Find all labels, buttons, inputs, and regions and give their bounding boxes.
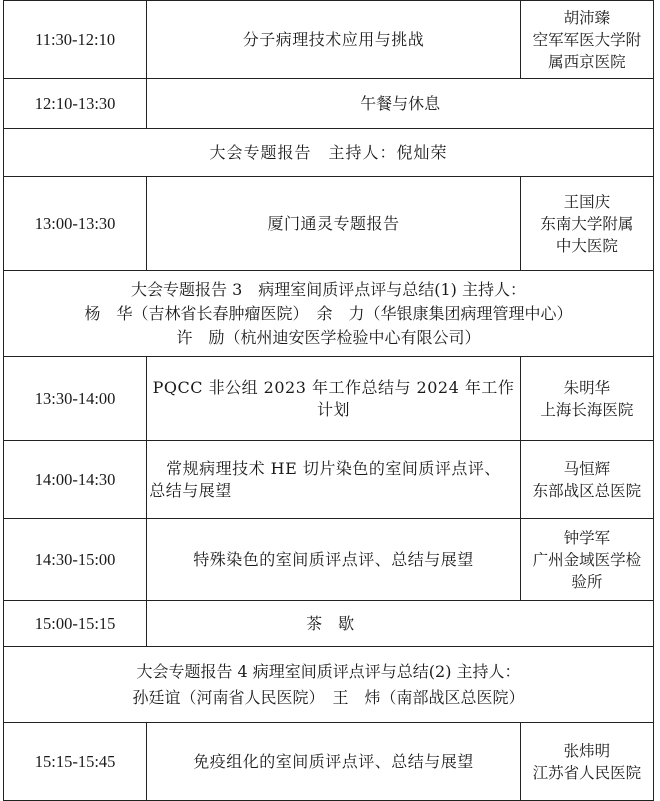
session-hosts: 许 励（杭州迪安医学检验中心有限公司）	[176, 327, 481, 347]
table-row	[4, 177, 654, 271]
speaker-cell	[520, 441, 653, 519]
topic-line: 常规病理技术 HE 切片染色的室间质评点评、	[166, 458, 501, 478]
table-row	[4, 79, 654, 129]
speaker-cell	[520, 177, 653, 271]
time-cell: 14:00-14:30	[4, 441, 147, 519]
time-cell: 15:00-15:15	[4, 601, 147, 647]
topic-cell: 厦门通灵专题报告	[147, 177, 521, 271]
table-row	[4, 647, 654, 723]
speaker-affiliation: 东南大学附属	[540, 214, 634, 233]
session-hosts: 孙廷谊（河南省人民医院） 王 炜（南部战区总医院）	[132, 687, 525, 707]
speaker-name: 张炜明	[563, 741, 611, 760]
speaker-cell	[520, 519, 653, 601]
table-row	[4, 519, 654, 601]
table-row	[4, 441, 654, 519]
speaker-affiliation: 空军军医大学附	[532, 30, 642, 49]
topic-cell: 免疫组化的室间质评点评、总结与展望	[147, 723, 521, 801]
time-cell: 11:30-12:10	[4, 1, 147, 79]
speaker-name: 钟学军	[563, 528, 611, 547]
session-header: 大会专题报告 主持人：倪灿荣	[4, 129, 654, 177]
session-title: 大会专题报告 3 病理室间质评点评与总结(1) 主持人：	[130, 279, 527, 299]
speaker-affiliation: 验所	[571, 572, 603, 591]
speaker-name: 胡沛臻	[563, 8, 611, 27]
table-row	[4, 723, 654, 801]
table-row	[4, 271, 654, 357]
topic-cell: 分子病理技术应用与挑战	[147, 1, 521, 79]
speaker-affiliation: 江苏省人民医院	[532, 763, 642, 782]
topic-cell	[147, 357, 521, 441]
speaker-cell	[520, 1, 653, 79]
speaker-cell	[520, 357, 653, 441]
time-cell: 15:15-15:45	[4, 723, 147, 801]
time-cell: 13:30-14:00	[4, 357, 147, 441]
table-row	[4, 357, 654, 441]
table-row	[4, 129, 654, 177]
topic-line: 计划	[316, 399, 350, 419]
speaker-name: 马恒辉	[563, 459, 611, 478]
table-row	[4, 601, 654, 647]
speaker-affiliation: 上海长海医院	[540, 400, 634, 419]
break-cell: 午餐与休息	[147, 79, 654, 129]
time-cell: 13:00-13:30	[4, 177, 147, 271]
speaker-affiliation: 属西京医院	[548, 52, 626, 71]
session-header	[4, 271, 654, 357]
topic-line: PQCC 非公组 2023 年工作总结与 2024 年工作	[152, 377, 515, 397]
session-hosts: 杨 华（吉林省长春肿瘤医院） 余 力（华银康集团病理管理中心）	[84, 303, 573, 323]
speaker-cell	[520, 723, 653, 801]
table-row	[4, 1, 654, 79]
speaker-name: 朱明华	[563, 378, 611, 397]
schedule-table	[3, 0, 654, 801]
topic-line: 总结与展望	[149, 480, 232, 500]
speaker-affiliation: 东部战区总医院	[532, 481, 642, 500]
break-cell: 茶 歇	[147, 601, 654, 647]
speaker-affiliation: 中大医院	[555, 236, 618, 255]
session-title: 大会专题报告 4 病理室间质评点评与总结(2) 主持人：	[136, 661, 521, 681]
time-cell: 14:30-15:00	[4, 519, 147, 601]
speaker-name: 王国庆	[563, 192, 611, 211]
session-header	[4, 647, 654, 723]
time-cell: 12:10-13:30	[4, 79, 147, 129]
topic-cell: 特殊染色的室间质评点评、总结与展望	[147, 519, 521, 601]
speaker-affiliation: 广州金域医学检	[532, 550, 642, 569]
topic-cell	[147, 441, 521, 519]
